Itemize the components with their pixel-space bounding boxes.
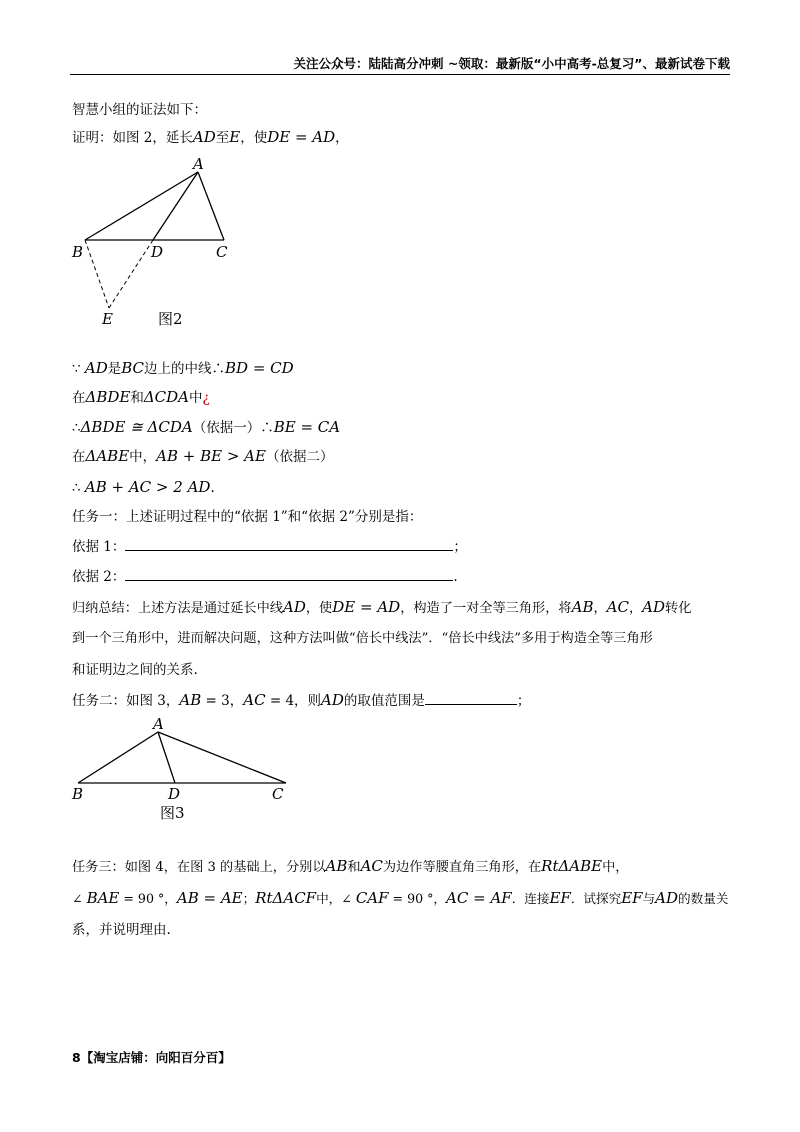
answer-blank-3[interactable]: [425, 692, 517, 705]
summary-line-3: 和证明边之间的关系.: [72, 662, 198, 678]
task1-blank-1: 依据 1： ；: [72, 539, 467, 555]
summary-line-1: 归纳总结：上述方法是通过延长中线AD，使DE = AD，构造了一对全等三角形，将AB，AC，AD转化: [72, 598, 692, 616]
intro-line-1: 智慧小组的证法如下：: [72, 102, 207, 118]
task2-line: 任务二：如图 3，AB = 3，AC = 4，则AD的取值范围是 ；: [72, 691, 531, 709]
proof-line-5: ∴ AB + AC > 2 AD.: [72, 478, 215, 496]
fig2-label-c: C: [216, 243, 228, 261]
fig3-caption: 图3: [160, 804, 185, 822]
task3-line-3: 系，并说明理由.: [72, 922, 171, 938]
intro-line-2: 证明：如图 2，延长AD至E，使DE = AD，: [72, 128, 349, 146]
fig2-label-a: A: [193, 155, 204, 173]
answer-blank-1[interactable]: [125, 538, 453, 551]
fig2-label-b: B: [72, 243, 84, 261]
fig2-caption: 图2: [158, 310, 183, 328]
fig2-label-e: E: [102, 310, 113, 328]
proof-line-4: 在ΔABE中，AB + BE > AE（依据二）: [72, 447, 334, 465]
fig3-label-d: D: [168, 785, 181, 803]
task1-blank-2: 依据 2： .: [72, 569, 458, 585]
page-header: 关注公众号：陆陆高分冲刺 ~领取：最新版“小中高考-总复习”、最新试卷下载: [70, 54, 730, 75]
task1-title: 任务一：上述证明过程中的“依据 1”和“依据 2”分别是指：: [72, 509, 423, 525]
proof-line-3: ∴ΔBDE ≅ ΔCDA（依据一）∴BE = CA: [72, 418, 341, 436]
task3-line-2: ∠ BAE = 90 °，AB = AE；RtΔACF中，∠ CAF = 90 °，AC = AF．连接EF．试探究EF与AD的数量关: [72, 889, 729, 907]
task3-line-1: 任务三：如图 4，在图 3 的基础上，分别以AB和AC为边作等腰直角三角形，在RtΔABE中，: [72, 857, 629, 875]
fig3-label-b: B: [72, 785, 84, 803]
answer-blank-2[interactable]: [125, 568, 453, 581]
fig3-label-c: C: [272, 785, 284, 803]
fig2-label-d: D: [151, 243, 164, 261]
proof-line-1: ∵ AD是BC边上的中线∴BD = CD: [72, 359, 294, 377]
fig3-label-a: A: [153, 715, 164, 733]
page-footer: 8【淘宝店铺：向阳百分百】: [72, 1050, 231, 1065]
summary-line-2: 到一个三角形中，进而解决问题，这种方法叫做“倍长中线法”．“倍长中线法”多用于构造全等三角形: [72, 631, 653, 646]
proof-line-2: 在ΔBDE和ΔCDA中¿: [72, 388, 210, 406]
